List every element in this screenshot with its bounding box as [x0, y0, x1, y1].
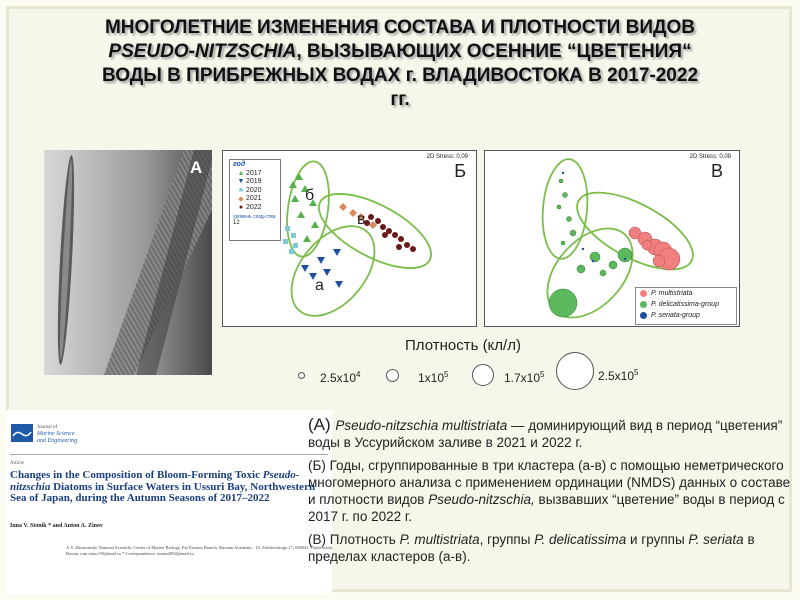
- similarity-level: уровень сход-ства 12: [233, 213, 276, 226]
- legend-year-2022: ● 2022: [230, 203, 280, 212]
- legend-year-2020: ■ 2020: [230, 186, 280, 195]
- legend-year-2021: ◆ 2021: [230, 195, 280, 204]
- micrograph-panel-a: [44, 150, 212, 375]
- legend-seriata: P. seriata-group: [636, 310, 736, 321]
- delicatissima-bubbles: [549, 179, 632, 317]
- diamond-icon: ◆: [238, 195, 244, 203]
- cluster-v-label: в: [357, 211, 366, 228]
- description-c: (В) Плотность P. multistriata, группы P. delicatissima и группы P. seriata в пределах кластеров (а-в).: [308, 532, 755, 564]
- nmds-plot-years: [222, 150, 477, 327]
- diatom-micrograph-image: [44, 150, 212, 375]
- stress-value-b: 2D Stress: 0,09: [426, 154, 468, 160]
- article-title: Changes in the Composition of Bloom-Forming Toxic Pseudo-nitzschia Diatoms in Surface Waters in Ussuri Bay, Northwestern Sea of Japan, during the Autumn Seasons of 2017–2022: [10, 469, 316, 504]
- slide-title: [20, 16, 780, 112]
- species-legend: [635, 287, 737, 325]
- journal-header: [11, 424, 77, 445]
- cluster-a-label: а: [315, 277, 324, 294]
- article-authors: Inna V. Stonik * and Anton A. Zinov: [10, 523, 103, 529]
- legend-year-2019: ▼ 2019: [237, 178, 262, 186]
- panel-c-label: В: [711, 161, 724, 181]
- journal-divider: [10, 454, 328, 455]
- legend-multistriata: P. multistriata: [636, 288, 736, 299]
- triangle-up-icon: ▲: [237, 169, 245, 177]
- density-label-4: $2.5x10^5$: [598, 368, 639, 383]
- green-dot-icon: [640, 301, 647, 308]
- journal-name: Journal of Marine Science and Engineering: [37, 425, 78, 444]
- journal-article-thumbnail: [6, 410, 332, 594]
- density-label-2: $1x10^5$: [418, 370, 449, 385]
- points-2022: [364, 214, 416, 252]
- title-line-1: МНОГОЛЕТНИЕ ИЗМЕНЕНИЯ СОСТАВА И ПЛОТНОСТИ ВИДОВ: [104, 17, 696, 38]
- points-2020: [283, 226, 298, 254]
- density-scale-title: Плотность (кл/л): [405, 337, 521, 354]
- title-genus: PSEUDO-NITZSCHIA: [108, 41, 297, 62]
- legend-delicatissima: P. delicatissima-group: [636, 299, 736, 310]
- article-affiliation: A.V. Zhirmunsky National Scientific Center of Marine Biology, Far Eastern Branch, Russian Academy... Ul. Palchevskogo 17, 690041 Vladivostok, Russia; toni.zinov.99@mail.ru * Correspondence: innast2004@mail.ru: [66, 545, 333, 556]
- seriata-dots: [562, 172, 626, 262]
- density-circle-2: [386, 369, 399, 382]
- nmds-bubble-plot: [484, 150, 740, 327]
- cluster-b-ellipse: [282, 159, 335, 260]
- cluster-v-ellipse: [308, 179, 442, 283]
- description-b: (Б) Годы, сгруппированные в три кластера (а-в) с помощью неметрического многомерного анализа с применением ординации (NMDS) данных о составе и плотности видов Pseudo-nitzschia, вызвавших “цветение” воды в период с 2017 г. по 2022 г.: [308, 458, 791, 524]
- square-icon: ■: [238, 186, 244, 194]
- nmds-b-canvas: [223, 151, 476, 326]
- density-circle-1: [298, 372, 305, 379]
- figure-description: [308, 416, 792, 571]
- title-line-3: ВОДЫ В ПРИБРЕЖНЫХ ВОДАХ г. ВЛАДИВОСТОКА В 2017-2022: [101, 65, 699, 86]
- legend-year-2017: ▲ 2017: [237, 169, 262, 177]
- points-2017: [289, 173, 319, 242]
- article-label: Article: [10, 461, 24, 466]
- multistriata-bubbles: [629, 227, 680, 270]
- density-label-1: $2.5x10^4$: [320, 370, 361, 385]
- title-line-2: [20, 40, 780, 64]
- stress-value-c: 2D Stress: 0,09: [689, 154, 731, 160]
- blue-dot-icon: [640, 312, 647, 319]
- year-legend-header: год: [233, 161, 246, 168]
- description-a: (А) Pseudo-nitzschia multistriata — доминирующий вид в период “цветения” воды в Уссурийском заливе в 2021 и 2022 г.: [308, 415, 783, 450]
- journal-logo-icon: [11, 424, 33, 442]
- pink-dot-icon: [640, 290, 647, 297]
- panel-a-label: А: [190, 158, 203, 177]
- density-label-3: $1.7x10^5$: [504, 370, 545, 385]
- triangle-down-icon: ▼: [237, 178, 245, 186]
- density-circle-4: [556, 352, 594, 390]
- density-circle-3: [472, 364, 494, 386]
- circle-icon: ●: [238, 203, 244, 211]
- density-scale: [290, 348, 670, 393]
- cluster-b-label: б: [305, 187, 315, 204]
- title-line-4: гг.: [390, 89, 410, 110]
- panel-b-label: Б: [454, 161, 466, 181]
- cluster-b-ellipse-c: [539, 157, 592, 260]
- title-line-2-rest: , ВЫЗЫВАЮЩИХ ОСЕННИЕ “ЦВЕТЕНИЯ“: [296, 41, 692, 62]
